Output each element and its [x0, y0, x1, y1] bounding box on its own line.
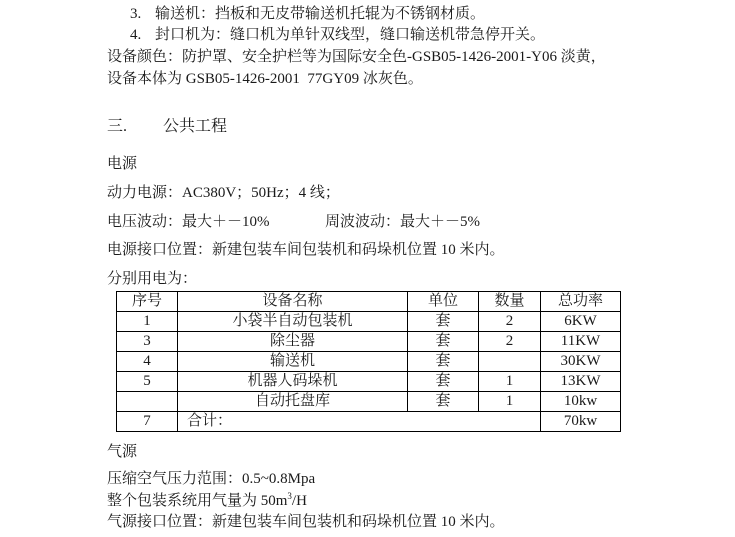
cell-total-label: 合计：: [178, 412, 541, 432]
list-item-4: [130, 25, 545, 46]
cell-total-power: 30KW: [541, 352, 621, 372]
header-total-power: 总功率: [541, 292, 621, 312]
table-row: [117, 312, 621, 332]
air-volume-superscript: 3: [287, 491, 292, 501]
section-title-text: 公共工程: [163, 118, 228, 135]
table-row: [117, 392, 621, 412]
cell-quantity: 1: [479, 392, 541, 412]
cell-serial: 5: [117, 372, 178, 392]
power-supply-line: 动力电源：AC380V；50Hz；4 线；: [107, 185, 340, 201]
power-usage-intro: 分别用电为：: [107, 271, 198, 287]
air-pressure-line: 压缩空气压力范围：0.5~0.8Mpa: [107, 471, 316, 487]
list-item-number: 4.: [130, 27, 142, 43]
table-row: [117, 332, 621, 352]
cell-equipment-name: 小袋半自动包装机: [178, 312, 408, 332]
cell-unit: 套: [408, 312, 479, 332]
equipment-color-line2: 设备本体为 GSB05-1426-2001 77GY09 冰灰色。: [107, 71, 423, 87]
cell-equipment-name: 自动托盘库: [178, 392, 408, 412]
section-title: [107, 116, 227, 137]
cell-total-value: 70kw: [541, 412, 621, 432]
cell-unit: 套: [408, 352, 479, 372]
cell-serial: [117, 392, 178, 412]
cell-total-power: 13KW: [541, 372, 621, 392]
voltage-fluctuation: 电压波动：最大＋－10%: [107, 214, 270, 230]
list-item-3: [130, 4, 485, 25]
cell-unit: 套: [408, 372, 479, 392]
cell-quantity: [479, 352, 541, 372]
cell-total-power: 6KW: [541, 312, 621, 332]
cell-total-power: 11KW: [541, 332, 621, 352]
cell-serial: 7: [117, 412, 178, 432]
cell-unit: 套: [408, 392, 479, 412]
section-number: 三.: [107, 118, 128, 135]
air-volume-line: [107, 491, 307, 512]
table-header-row: [117, 292, 621, 312]
cell-quantity: 2: [479, 332, 541, 352]
table-total-row: [117, 412, 621, 432]
cell-serial: 1: [117, 312, 178, 332]
air-heading: 气源: [107, 444, 138, 460]
header-serial: 序号: [117, 292, 178, 312]
cell-unit: 套: [408, 332, 479, 352]
equipment-color-line1: 设备颜色：防护罩、安全护栏等为国际安全色-GSB05-1426-2001-Y06 淡黄，: [107, 49, 606, 65]
air-interface-line: 气源接口位置：新建包装车间包装机和码垛机位置 10 米内。: [107, 514, 505, 530]
cell-equipment-name: 输送机: [178, 352, 408, 372]
table-row: [117, 372, 621, 392]
air-volume-suffix: /H: [291, 493, 307, 509]
cell-quantity: 1: [479, 372, 541, 392]
air-volume-prefix: 整个包装系统用气量为 50m: [107, 493, 288, 509]
cell-equipment-name: 机器人码垛机: [178, 372, 408, 392]
header-equipment-name: 设备名称: [178, 292, 408, 312]
cell-serial: 4: [117, 352, 178, 372]
header-quantity: 数量: [479, 292, 541, 312]
power-interface-line: 电源接口位置：新建包装车间包装机和码垛机位置 10 米内。: [107, 242, 505, 258]
cell-equipment-name: 除尘器: [178, 332, 408, 352]
table-row: [117, 352, 621, 372]
list-item-text: 封口机为：缝口机为单针双线型，缝口输送机带急停开关。: [155, 27, 546, 43]
cell-total-power: 10kw: [541, 392, 621, 412]
power-heading: 电源: [107, 156, 138, 172]
list-item-text: 输送机：挡板和无皮带输送机托辊为不锈钢材质。: [155, 6, 486, 22]
header-unit: 单位: [408, 292, 479, 312]
list-item-number: 3.: [130, 6, 142, 22]
frequency-fluctuation: 周波波动：最大＋－5%: [325, 214, 480, 230]
power-fluctuation-line: [107, 212, 480, 233]
power-usage-table: [116, 291, 621, 432]
cell-quantity: 2: [479, 312, 541, 332]
cell-serial: 3: [117, 332, 178, 352]
